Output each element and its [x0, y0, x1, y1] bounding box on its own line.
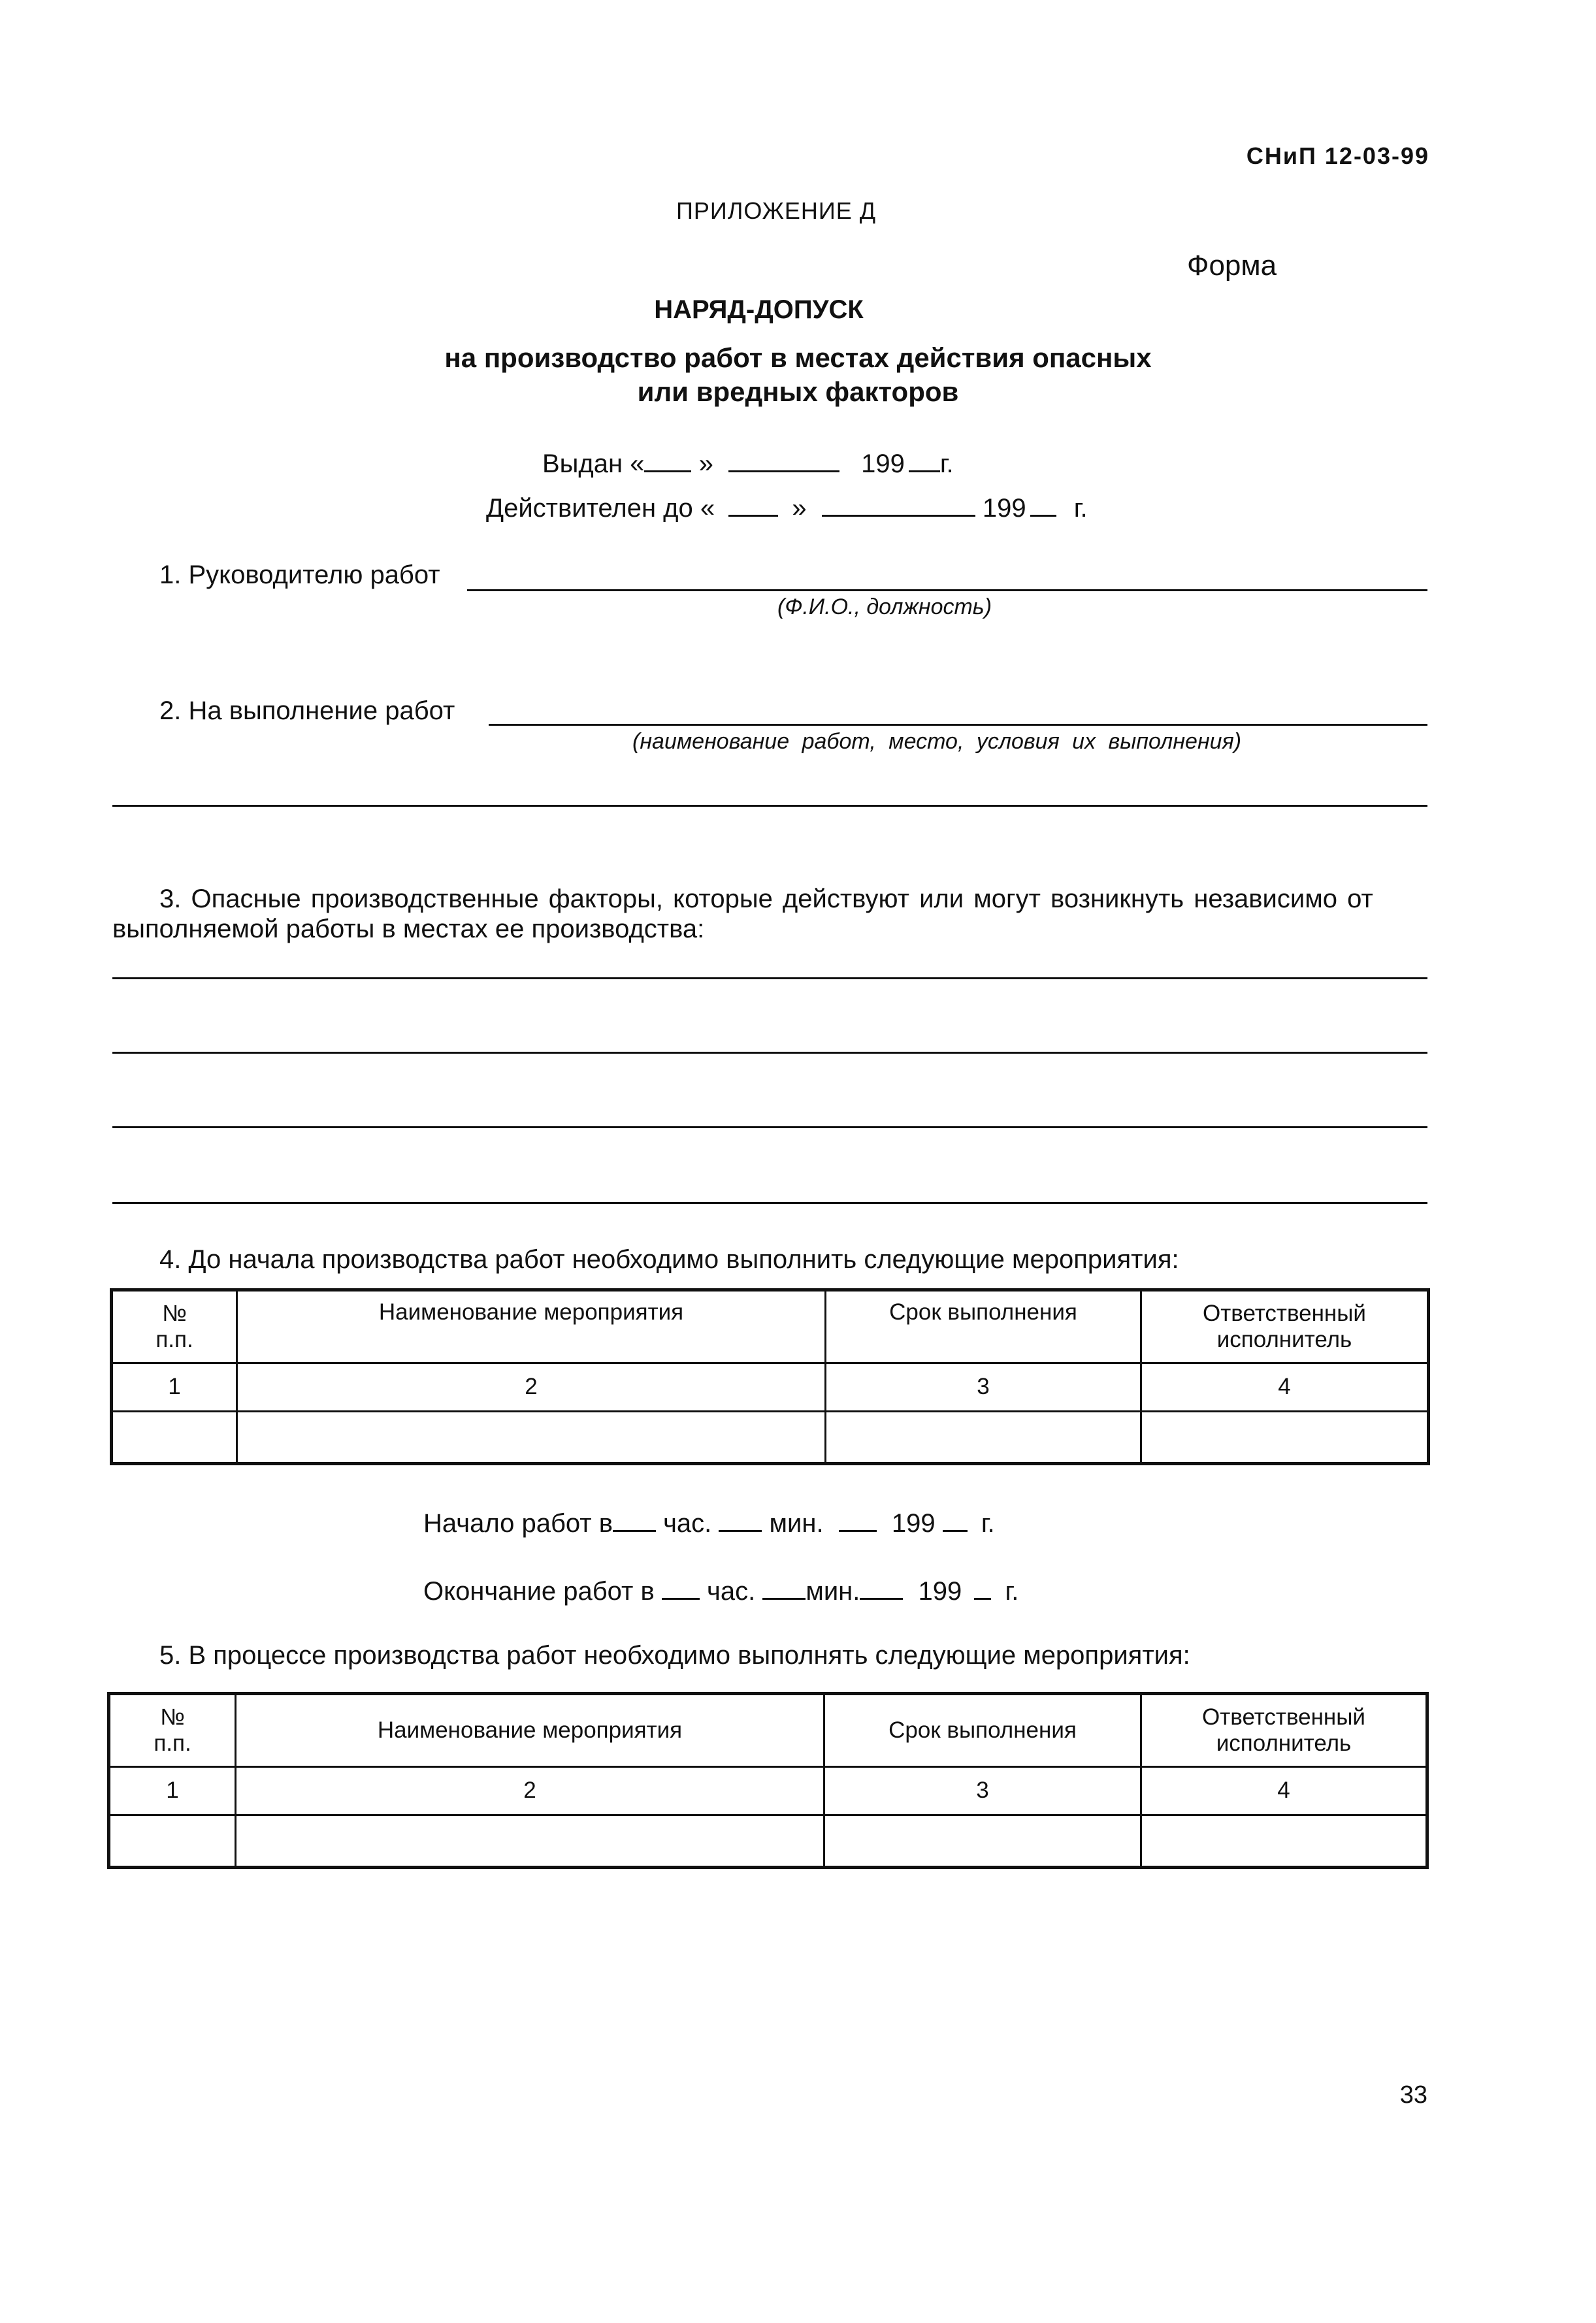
table-cell[interactable] [237, 1412, 826, 1464]
document-subtitle-line-2: или вредных факторов [637, 376, 959, 407]
col-header-measure-name: Наименование мероприятия [236, 1694, 824, 1767]
hazard-line-1[interactable] [112, 977, 1427, 979]
work-end-year-prefix: 199 [918, 1577, 962, 1606]
work-start-line [423, 1505, 995, 1538]
table-header-row [109, 1694, 1427, 1767]
issued-year-suffix: г. [939, 449, 954, 478]
table-cell[interactable] [236, 1815, 824, 1868]
item2-label: 2. На выполнение работ [159, 696, 455, 725]
issued-year-field[interactable] [909, 446, 940, 472]
table-cell[interactable] [1141, 1815, 1427, 1868]
work-start-hours-field[interactable] [613, 1505, 656, 1532]
col-number-2: 2 [237, 1363, 826, 1412]
table-number-row [112, 1363, 1429, 1412]
col-header-responsible: Ответственный исполнитель [1141, 1290, 1429, 1363]
title-main: НАРЯД-ДОПУСК [654, 295, 864, 324]
col-header-number: № п.п. [112, 1290, 237, 1363]
item3-line-1: 3. Опасные производственные факторы, которые действуют или могут возникнуть независимо от [159, 885, 1373, 913]
table-cell[interactable] [1141, 1412, 1429, 1464]
table-header-row [112, 1290, 1429, 1363]
in-progress-measures-table [107, 1692, 1429, 1869]
col-number-4: 4 [1141, 1363, 1429, 1412]
work-start-hours-label: час. [663, 1509, 712, 1538]
work-end-minutes-field[interactable] [762, 1573, 806, 1600]
work-start-label: Начало работ в [423, 1509, 613, 1538]
table-cell[interactable] [824, 1815, 1141, 1868]
work-end-line [423, 1573, 1018, 1606]
valid-close-quote: » [792, 494, 807, 523]
issued-line [542, 446, 954, 479]
issued-year-prefix: 199 [861, 449, 905, 478]
col-number-3: 3 [826, 1363, 1141, 1412]
appendix-label: ПРИЛОЖЕНИЕ Д [676, 197, 877, 224]
col-header-deadline: Срок выполнения [826, 1290, 1141, 1363]
document-code: СНиП 12-03-99 [1246, 142, 1429, 169]
issued-month-field[interactable] [728, 446, 839, 472]
valid-month-field[interactable] [822, 490, 975, 517]
work-end-label: Окончание работ в [423, 1577, 655, 1606]
valid-year-prefix: 199 [982, 494, 1026, 523]
hazard-line-3[interactable] [112, 1126, 1427, 1128]
valid-line [486, 490, 1088, 523]
document-subtitle-line-1: на производство работ в местах действия опасных [444, 342, 1152, 373]
work-description-continuation-line[interactable] [112, 805, 1427, 807]
hazard-line-4[interactable] [112, 1202, 1427, 1204]
item3-line-2: выполняемой работы в местах ее производства: [112, 915, 705, 943]
valid-year-field[interactable] [1030, 490, 1056, 517]
valid-label: Действителен до « [486, 494, 715, 523]
table-cell[interactable] [112, 1412, 237, 1464]
work-end-day-field[interactable] [860, 1573, 903, 1600]
col-header-responsible: Ответственный исполнитель [1141, 1694, 1427, 1767]
form-label: Форма [1187, 250, 1277, 282]
issued-day-field[interactable] [644, 446, 691, 472]
work-end-minutes-label: мин. [806, 1577, 860, 1606]
table-cell[interactable] [109, 1815, 236, 1868]
document-title [0, 295, 1596, 325]
hazard-line-2[interactable] [112, 1052, 1427, 1054]
pre-work-measures-table [110, 1288, 1430, 1465]
work-start-minutes-label: мин. [769, 1509, 824, 1538]
col-number-1: 1 [112, 1363, 237, 1412]
col-number-4: 4 [1141, 1767, 1427, 1815]
page-number: 33 [1399, 2081, 1427, 2109]
col-header-number: № п.п. [109, 1694, 236, 1767]
work-end-year-field[interactable] [974, 1573, 991, 1600]
manager-caption: (Ф.И.О., должность) [777, 594, 992, 619]
item4-label: 4. До начала производства работ необходимо выполнить следующие мероприятия: [159, 1245, 1179, 1274]
work-end-hours-label: час. [706, 1577, 756, 1606]
work-end-hours-field[interactable] [662, 1573, 700, 1600]
table-row [109, 1815, 1427, 1868]
col-header-measure-name: Наименование мероприятия [237, 1290, 826, 1363]
table-cell[interactable] [826, 1412, 1141, 1464]
work-start-day-field[interactable] [839, 1505, 877, 1532]
table-number-row [109, 1767, 1427, 1815]
work-start-year-field[interactable] [943, 1505, 968, 1532]
item5-label: 5. В процессе производства работ необходимо выполнять следующие мероприятия: [159, 1641, 1190, 1670]
work-description-field[interactable] [489, 724, 1427, 726]
work-end-year-suffix: г. [1005, 1577, 1019, 1606]
col-number-1: 1 [109, 1767, 236, 1815]
valid-year-suffix: г. [1073, 494, 1088, 523]
table-row [112, 1412, 1429, 1464]
work-start-minutes-field[interactable] [719, 1505, 762, 1532]
work-start-year-prefix: 199 [891, 1509, 936, 1538]
col-header-deadline: Срок выполнения [824, 1694, 1141, 1767]
item1-label: 1. Руководителю работ [159, 560, 440, 589]
valid-day-field[interactable] [728, 490, 778, 517]
issued-label: Выдан « [542, 449, 645, 478]
col-number-2: 2 [236, 1767, 824, 1815]
work-description-caption: (наименование работ, место, условия их выполнения) [632, 729, 1242, 754]
issued-close-quote: » [698, 449, 713, 478]
col-number-3: 3 [824, 1767, 1141, 1815]
manager-field[interactable] [467, 589, 1427, 591]
work-start-year-suffix: г. [981, 1509, 995, 1538]
